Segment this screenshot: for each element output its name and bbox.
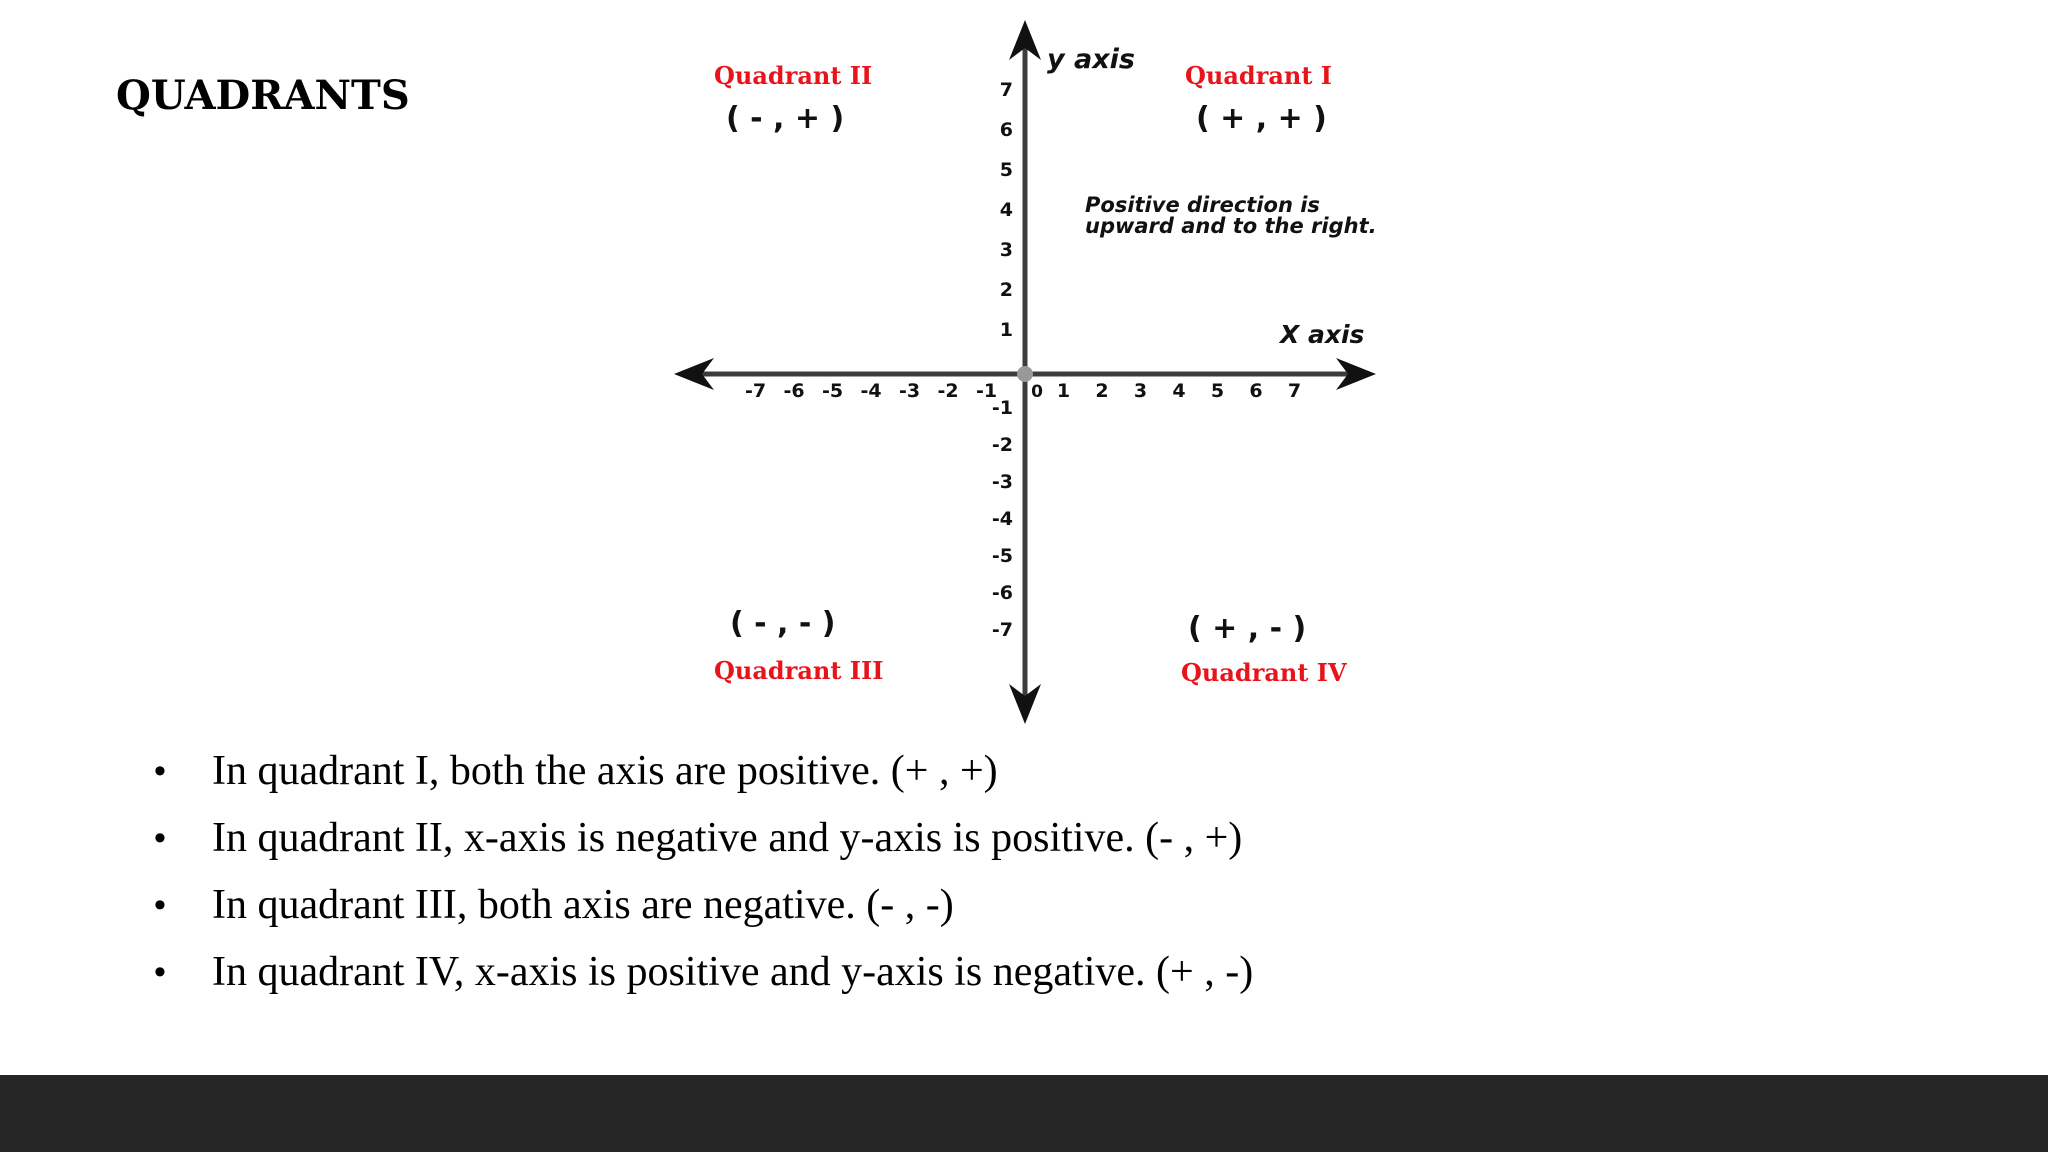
y-tick-label: 1 [999,319,1013,341]
x-tick-label: -3 [898,380,921,402]
x-tick-label: 4 [1172,380,1186,402]
y-tick-label: 6 [999,119,1013,141]
y-tick-label: 3 [999,239,1013,261]
slide-title: QUADRANTS [116,72,410,119]
bullet-item-quadrant-3: • In quadrant III, both axis are negative. (- , -) [140,872,1253,939]
x-tick-label: -5 [821,380,844,402]
y-tick-label: 5 [999,159,1013,181]
quadrant-1-label: Quadrant I [1185,61,1332,90]
quadrant-4-label: Quadrant IV [1181,658,1347,687]
bullet-list [140,738,1253,1006]
y-tick-label: -3 [991,471,1013,493]
y-tick-label: -4 [991,508,1013,530]
coordinate-plane-diagram [660,15,1400,730]
y-axis-label: y axis [1047,44,1135,75]
x-tick-label: 1 [1056,380,1071,402]
x-tick-label: 6 [1249,380,1263,402]
y-tick-label: -5 [991,545,1013,567]
footer-bar [0,1075,2048,1152]
y-tick-label: 2 [999,279,1013,301]
y-tick-label: -6 [991,582,1013,604]
quadrant-3-label: Quadrant III [714,656,884,685]
x-tick-label: -4 [860,380,882,402]
x-tick-label: 5 [1210,380,1225,402]
x-tick-label: 2 [1095,380,1109,402]
y-tick-label: 7 [999,79,1013,101]
y-tick-label: -2 [991,434,1013,456]
y-tick-label: -1 [991,397,1013,419]
x-tick-label: 0 [1031,382,1043,402]
quadrant-3-signs: ( - , - ) [730,606,836,641]
x-axis-label: X axis [1280,320,1365,349]
direction-note-line2: upward and to the right. [1085,214,1377,238]
x-tick-label: -1 [975,380,998,402]
y-tick-label: -7 [991,619,1013,641]
quadrant-1-signs: ( + , + ) [1196,101,1327,136]
quadrant-4-signs: ( + , - ) [1188,611,1307,646]
bullet-item-quadrant-4: • In quadrant IV, x-axis is positive and y-axis is negative. (+ , -) [140,939,1253,1006]
x-tick-label: -7 [744,380,767,402]
origin-point [1017,366,1033,382]
bullet-item-quadrant-1: • In quadrant I, both the axis are positive. (+ , +) [140,738,1253,805]
direction-note-line1: Positive direction is [1085,193,1320,217]
x-tick-label: 3 [1133,380,1148,402]
x-tick-label: -2 [937,380,959,402]
quadrant-2-label: Quadrant II [714,61,873,90]
y-tick-label: 4 [999,199,1013,221]
bullet-item-quadrant-2: • In quadrant II, x-axis is negative and y-axis is positive. (- , +) [140,805,1253,872]
quadrant-2-signs: ( - , + ) [726,101,845,136]
x-tick-label: -6 [783,380,805,402]
x-tick-label: 7 [1287,380,1302,402]
